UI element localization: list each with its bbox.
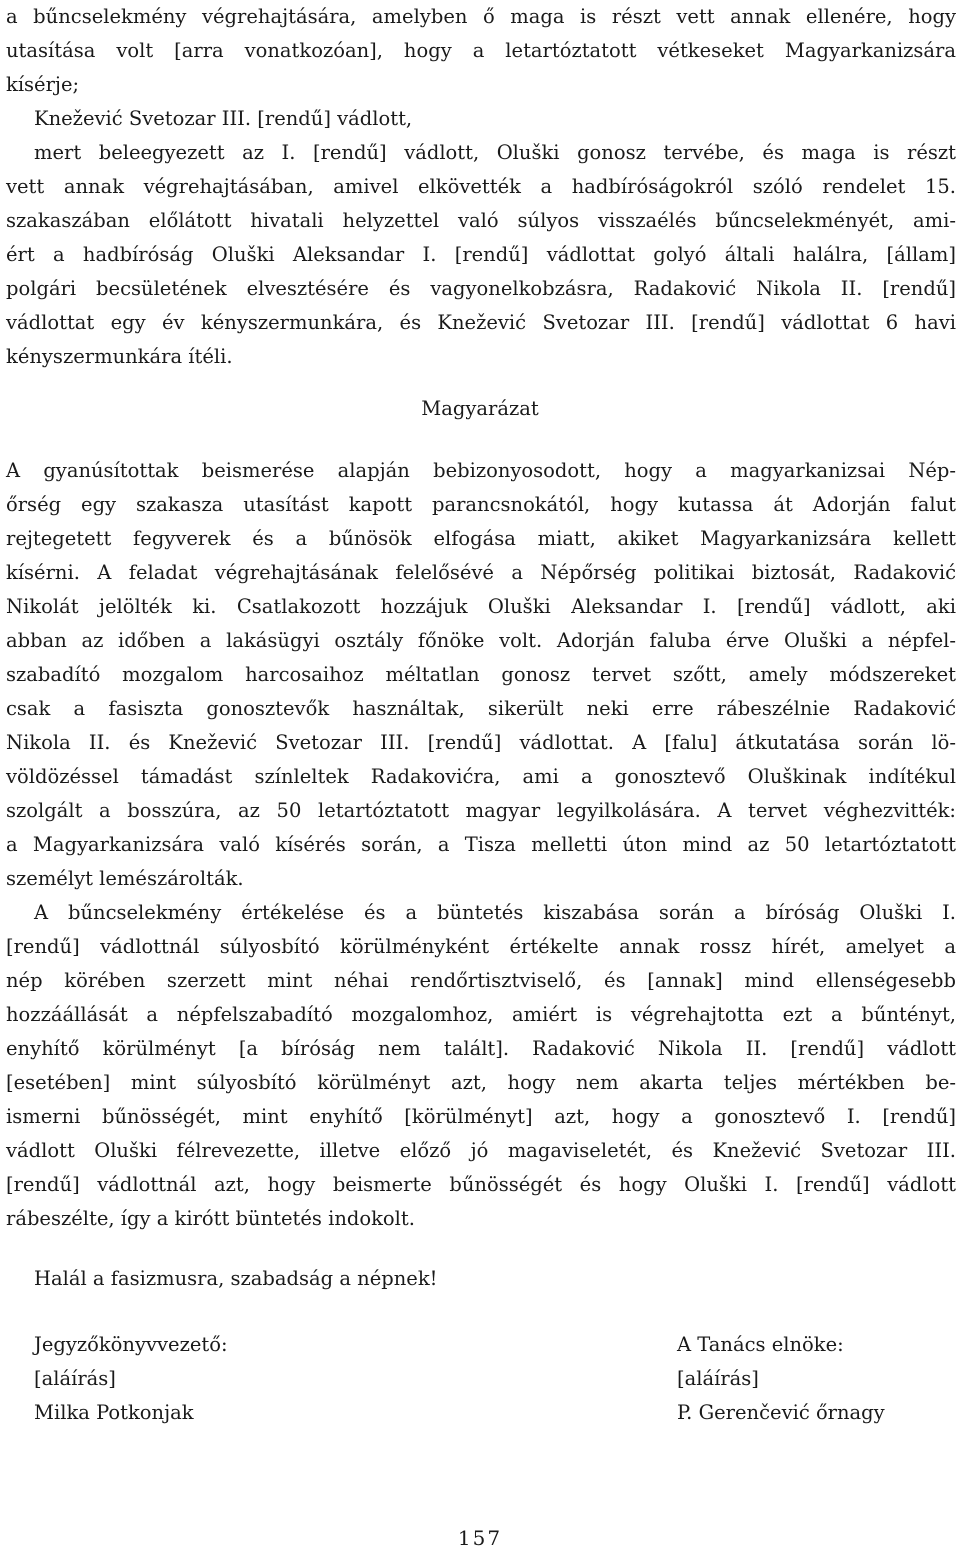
text-line: mert beleegyezett az I. [rendű] vádlott, Oluški gonosz tervébe, és maga is részt: [34, 141, 956, 164]
page-number: 157: [457, 1526, 503, 1550]
text-line: a bűncselekmény végrehajtására, amelyben ő maga is részt vett annak ellenére, hogy: [6, 5, 956, 28]
text-line: vádlottat egy év kényszermunkára, és Knežević Svetozar III. [rendű] vádlottat 6 havi: [6, 311, 956, 334]
signature-placeholder: [aláírás]: [34, 1367, 116, 1390]
text-line: hozzáállását a népfelszabadító mozgalomhoz, amiért is végrehajtotta ezt a bűntényt,: [6, 1003, 956, 1026]
text-line: Nikolát jelölték ki. Csatlakozott hozzájuk Oluški Aleksandar I. [rendű] vádlott, aki: [6, 595, 956, 618]
text-line: vádlott Oluški félrevezette, illetve előző jó magaviseletét, és Knežević Svetozar III.: [6, 1139, 956, 1162]
text-line: kísérje;: [6, 73, 80, 96]
signature-placeholder: [aláírás]: [677, 1367, 759, 1390]
text-line: nép körében szerzett mint néhai rendőrtisztviselő, és [annak] mind ellenségesebb: [6, 969, 956, 992]
text-line: személyt lemészárolták.: [6, 867, 244, 890]
text-line: [rendű] vádlottnál azt, hogy beismerte bűnösségét és hogy Oluški I. [rendű] vádlott: [6, 1173, 956, 1196]
signature-role: A Tanács elnöke:: [677, 1333, 844, 1356]
text-line: szolgált a bosszúra, az 50 letartóztatott magyar legyilkolására. A tervet véghezvitték:: [6, 799, 956, 822]
text-line: szabadító mozgalom harcosaihoz méltatlan gonosz tervet szőtt, amely módszereket: [6, 663, 956, 686]
text-line: kényszermunkára ítéli.: [6, 345, 233, 368]
signature-left: [34, 1328, 228, 1430]
text-line: Nikola II. és Knežević Svetozar III. [rendű] vádlottat. A [falu] átkutatása során lö-: [6, 731, 956, 754]
text-line: szakaszában előlátott hivatali helyzettel való súlyos visszaélés bűncselekményét, ami-: [6, 209, 956, 232]
text-line: ismerni bűnösségét, mint enyhítő [körülményt] azt, hogy a gonosztevő I. [rendű]: [6, 1105, 956, 1128]
text-line: Knežević Svetozar III. [rendű] vádlott,: [34, 107, 413, 130]
text-line: rábeszélte, így a kirótt büntetés indokolt.: [6, 1207, 415, 1230]
text-line: vett annak végrehajtásában, amivel elkövették a hadbíróságokról szóló rendelet 15.: [6, 175, 956, 198]
section-heading: Magyarázat: [421, 397, 539, 420]
text-line: polgári becsületének elvesztésére és vagyonelkobzásra, Radaković Nikola II. [rendű]: [6, 277, 956, 300]
text-line: A gyanúsítottak beismerése alapján bebizonyosodott, hogy a magyarkanizsai Nép-: [6, 459, 956, 482]
text-line: völdözéssel támadást színleltek Radakovićra, ami a gonosztevő Oluškinak indítékul: [6, 765, 956, 788]
signature-name: Milka Potkonjak: [34, 1401, 194, 1424]
closing-slogan: Halál a fasizmusra, szabadság a népnek!: [34, 1267, 438, 1290]
text-line: kísérni. A feladat végrehajtásának felelősévé a Népőrség politikai biztosát, Radaković: [6, 561, 956, 584]
text-line: [rendű] vádlottnál súlyosbító körülményként értékelte annak rossz hírét, amelyet a: [6, 935, 956, 958]
text-line: a Magyarkanizsára való kísérés során, a Tisza melletti úton mind az 50 letartóztatott: [6, 833, 956, 856]
text-line: csak a fasiszta gonosztevők használtak, sikerült neki erre rábeszélnie Radaković: [6, 697, 956, 720]
signature-name: P. Gerenčević őrnagy: [677, 1401, 885, 1424]
text-line: utasítása volt [arra vonatkozóan], hogy a letartóztatott vétkeseket Magyarkanizsára: [6, 39, 956, 62]
text-line: ért a hadbíróság Oluški Aleksandar I. [rendű] vádlottat golyó általi halálra, [állam]: [6, 243, 956, 266]
signature-right: [677, 1328, 885, 1430]
text-line: abban az időben a lakásügyi osztály főnöke volt. Adorján faluba érve Oluški a népfel-: [6, 629, 956, 652]
text-line: enyhítő körülményt [a bíróság nem talált]. Radaković Nikola II. [rendű] vádlott: [6, 1037, 956, 1060]
text-line: rejtegetett fegyverek és a bűnösök elfogása miatt, akiket Magyarkanizsára kellett: [6, 527, 956, 550]
text-line: [esetében] mint súlyosbító körülményt azt, hogy nem akarta teljes mértékben be-: [6, 1071, 956, 1094]
signature-role: Jegyzőkönyvvezető:: [34, 1333, 228, 1356]
text-line: őrség egy szakasza utasítást kapott parancsnokától, hogy kutassa át Adorján falut: [6, 493, 956, 516]
text-line: A bűncselekmény értékelése és a büntetés kiszabása során a bíróság Oluški I.: [34, 901, 956, 924]
